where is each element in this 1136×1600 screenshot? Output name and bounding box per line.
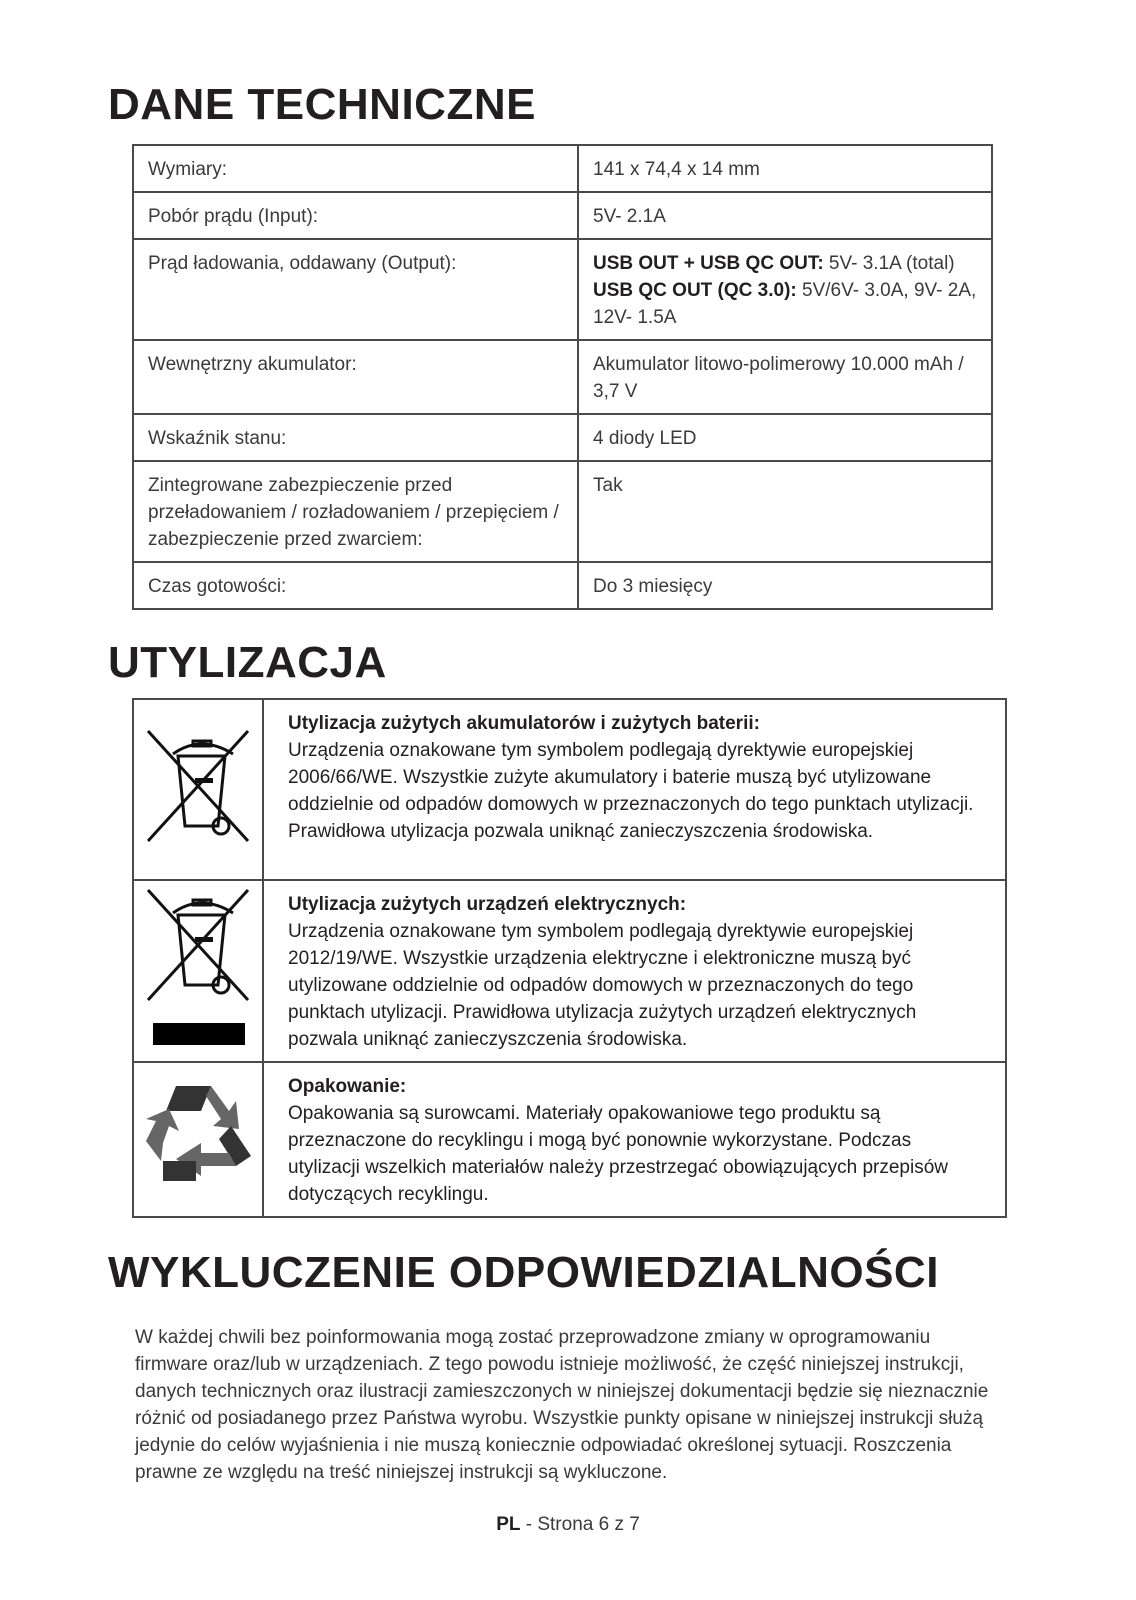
spec-value: Tak [578,461,992,562]
output-label-1: USB OUT + USB QC OUT: [593,253,824,274]
spec-label: Prąd ładowania, oddawany (Output): [133,239,578,340]
weee-bin-icon [133,880,263,1062]
disposal-text: Opakowania są surowcami. Materiały opakowaniowe tego produktu są przeznaczone do recyklingu i mogą być ponownie wykorzystane. Podczas utylizacji wszelkich materiałów należy przestrzegać obowiązujących przepisów dotyczących recyklingu. [288,1103,948,1205]
crossed-bin-icon [133,699,263,880]
recycle-icon [133,1062,263,1217]
table-row [133,461,992,562]
spec-value [578,239,992,340]
disposal-heading: Utylizacja zużytych urządzeń elektrycznych: [288,894,687,915]
spec-value: 4 diody LED [578,414,992,461]
table-row [133,880,1006,1062]
table-row [133,192,992,239]
disposal-heading: Utylizacja zużytych akumulatorów i zużytych baterii: [288,713,760,734]
disposal-heading: Opakowanie: [288,1076,407,1097]
table-row [133,340,992,414]
table-row [133,699,1006,880]
output-label-2: USB QC OUT (QC 3.0): [593,280,797,301]
language-code: PL [496,1514,521,1535]
disposal-text: Urządzenia oznakowane tym symbolem podlegają dyrektywie europejskiej 2006/66/WE. Wszystkie zużyte akumulatory i baterie muszą być utylizowane oddzielnie od odpadów domowych w przeznaczonych do tego punktach utylizacji. Prawidłowa utylizacja pozwala uniknąć zanieczyszczenia środowiska. [288,740,974,842]
spec-label: Wymiary: [133,145,578,192]
spec-label: Zintegrowane zabezpieczenie przed przeładowaniem / rozładowaniem / przepięciem / zabezpieczenie przed zwarciem: [133,461,578,562]
spec-value: 5V- 2.1A [578,192,992,239]
disclaimer-title: WYKLUCZENIE ODPOWIEDZIALNOŚCI [108,1248,939,1297]
spec-table [132,144,993,610]
page-number: - Strona 6 z 7 [520,1514,640,1535]
disposal-title: UTYLIZACJA [108,638,387,687]
output-value-1: 5V- 3.1A (total) [823,253,955,274]
table-row [133,414,992,461]
output-value-2: 5V/6V- 3.0A, 9V- 2A, 12V- 1.5A [593,280,977,328]
page-footer [0,1514,1136,1536]
spec-value: Do 3 miesięcy [578,562,992,609]
disclaimer-text: W każdej chwili bez poinformowania mogą zostać przeprowadzone zmiany w oprogramowaniu firmware oraz/lub w urządzeniach. Z tego powodu istnieje możliwość, że część niniejszej instrukcji, danych technicznych oraz ilustracji zamieszczonych w niniejszej dokumentacji będzie się nieznacznie różnić od posiadanego przez Państwa wyrobu. Wszystkie punkty opisane w niniejszej instrukcji służą jedynie do celów wyjaśnienia i nie muszą koniecznie odpowiadać określonej sytuacji. Roszczenia prawne ze względu na treść niniejszej instrukcji są wykluczone. [135,1327,989,1483]
spec-label: Wewnętrzny akumulator: [133,340,578,414]
spec-label: Wskaźnik stanu: [133,414,578,461]
table-row [133,239,992,340]
spec-value: 141 x 74,4 x 14 mm [578,145,992,192]
disposal-text: Urządzenia oznakowane tym symbolem podlegają dyrektywie europejskiej 2012/19/WE. Wszystkie urządzenia elektryczne i elektroniczne muszą być utylizowane oddzielnie od odpadów domowych w przeznaczonych do tego punktach utylizacji. Prawidłowa utylizacja zużytych urządzeń elektrycznych pozwala uniknąć zanieczyszczenia środowiska. [288,921,917,1050]
disposal-table [132,698,1007,1218]
table-row [133,145,992,192]
table-row [133,562,992,609]
spec-label: Pobór prądu (Input): [133,192,578,239]
table-row [133,1062,1006,1217]
spec-value: Akumulator litowo-polimerowy 10.000 mAh / 3,7 V [578,340,992,414]
spec-label: Czas gotowości: [133,562,578,609]
spec-title: DANE TECHNICZNE [108,80,536,129]
